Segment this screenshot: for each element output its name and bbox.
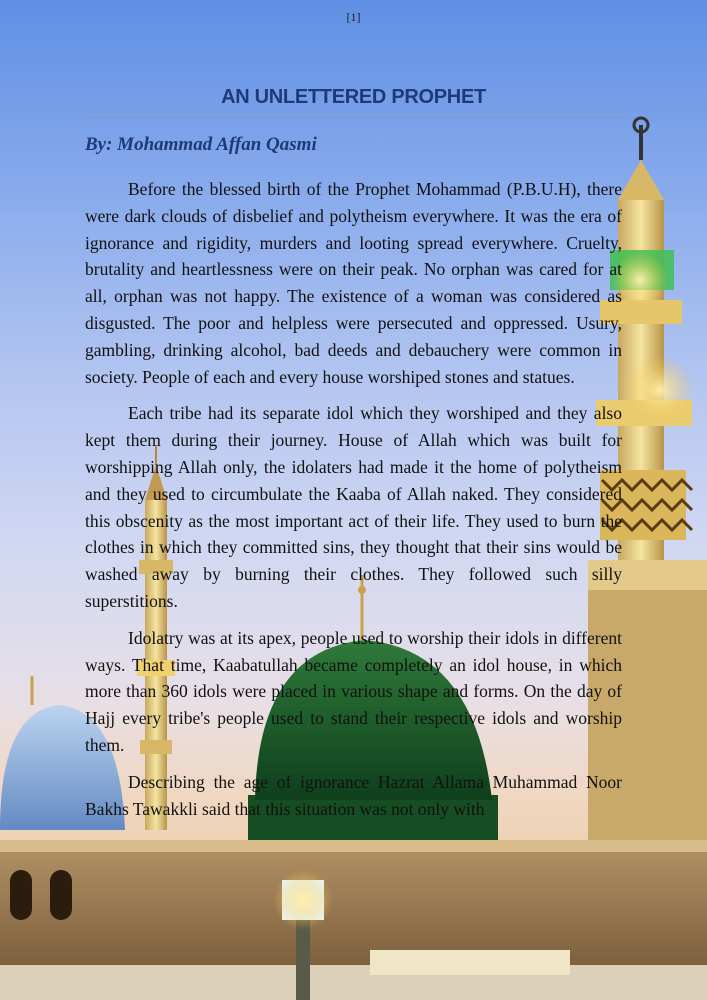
page-number: [1] <box>346 10 361 24</box>
paragraph-2: Each tribe had its separate idol which they worshiped and they also kept them during their journey. House of Allah which was built for worshipping Allah only, the idolaters had made it the home of polytheism and they used to circumbulate the Kaaba of Allah naked. They considered this obscenity as the most important act of their life. They used to burn the clothes in which they committed sins, they thought that their sins would be washed away by burning their clothes. They followed such silly superstitions. <box>85 403 622 611</box>
paragraph-3: Idolatry was at its apex, people used to worship their idols in different ways. That time, Kaabatullah became completely an idol house, in which more than 360 idols were placed in various shape and forms. On the day of Hajj every tribe's people used to stand their respective idols and worship them. <box>85 627 622 755</box>
article-body <box>85 176 622 832</box>
title-divider <box>85 117 623 118</box>
paragraph-1: Before the blessed birth of the Prophet Mohammad (P.B.U.H), there were dark clouds of disbelief and polytheism everywhere. It was the era of ignorance and rigidity, murders and looting spread everywhere. Cruelty, brutality and heartlessness were on their peak. No orphan was cared for at all, orphan was not happy. The existence of a woman was considered as disgusted. The poor and helpless were persecuted and oppressed. Usury, gambling, drinking alcohol, bad deeds and debauchery were common in society. People of each and every house worshiped stones and statues. <box>85 179 622 387</box>
article-title: AN UNLETTERED PROPHET <box>221 86 486 108</box>
author-byline: By: Mohammad Affan Qasmi <box>85 134 317 155</box>
paragraph-4: Describing the age of ignorance Hazrat Allama Muhammad Noor Bakhs Tawakkli said that this situation was not only with <box>85 771 622 819</box>
